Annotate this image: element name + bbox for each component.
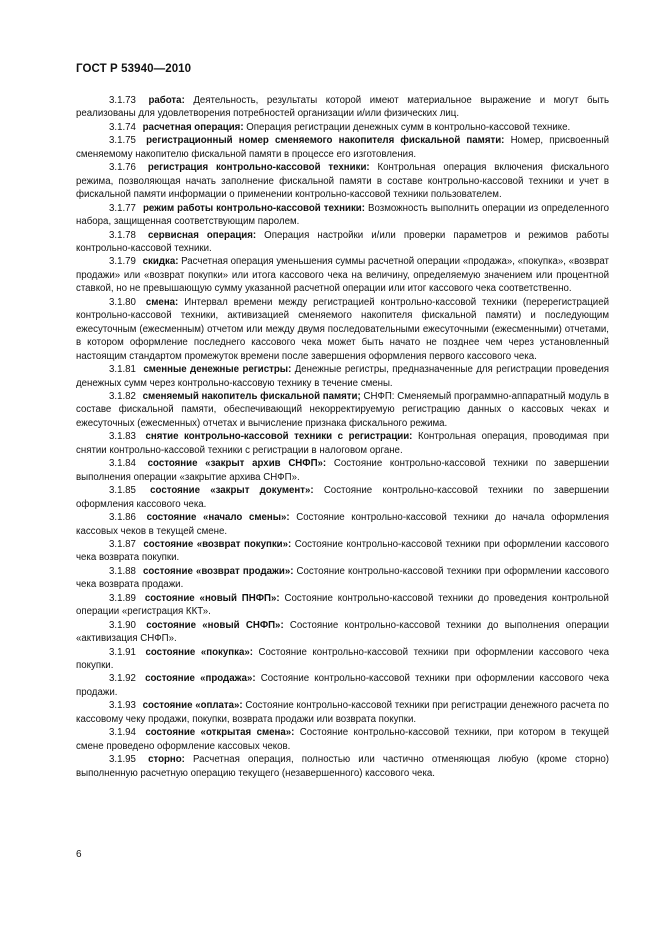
document-header: ГОСТ Р 53940—2010: [76, 63, 192, 75]
entry-term: состояние «новый ПНФП»:: [144, 592, 280, 604]
definition-entry: [76, 202, 609, 229]
entry-term: состояние «закрыт архив СНФП»:: [147, 458, 327, 470]
definition-entry: [76, 565, 609, 592]
definition-entry: [76, 592, 609, 619]
entry-term: скидка:: [142, 256, 179, 268]
definition-entry: [76, 753, 609, 780]
entry-term: сменные денежные регистры:: [143, 364, 292, 376]
entry-term: регистрационный номер сменяемого накопителя фискальной памяти:: [146, 135, 505, 147]
entry-term: состояние «начало смены»:: [146, 512, 290, 524]
entry-number: 3.1.84: [109, 458, 136, 470]
entry-text: Состояние контрольно-кассовой техники при оформлении кассового чека возврата продажи.: [76, 565, 609, 591]
entry-text: Состояние контрольно-кассовой техники при регистрации денежного расчета по кассовому чеку продажи, покупки, возврата продажи или возврата покупки.: [76, 700, 609, 725]
entry-text: Деятельность, результаты которой имеют материальное выражение и могут быть реализованы для удовлетворения потребностей организации и/или физических лиц.: [76, 95, 609, 120]
entry-number: 3.1.73: [109, 95, 136, 106]
entry-text: Состояние контрольно-кассовой техники при оформлении кассового чека покупки.: [76, 646, 610, 672]
entry-number: 3.1.81: [109, 364, 136, 376]
entry-number: 3.1.94: [109, 727, 136, 739]
entry-text: Состояние контрольно-кассовой техники до выполнения операции «активизация СНФП».: [76, 619, 609, 645]
entry-term: сменяемый накопитель фискальной памяти;: [142, 390, 361, 402]
definition-entry: [76, 646, 609, 673]
entry-number: 3.1.86: [109, 512, 136, 524]
entry-number: 3.1.91: [109, 646, 136, 658]
entry-term: состояние «продажа»:: [145, 673, 256, 685]
entry-number: 3.1.89: [109, 592, 136, 604]
definition-entry: [76, 457, 609, 484]
entry-term: регистрация контрольно-кассовой техники:: [147, 162, 370, 174]
entry-text: Расчетная операция, полностью или частично отменяющая любую (кроме сторно) выполненную расчетную операцию текущего (незавершенного) кассового чека.: [76, 754, 609, 779]
definition-entry: [76, 484, 609, 511]
entry-text: Денежные регистры, предназначенные для регистрации проведения денежных сумм через контрольно-кассовую технику в течение смены.: [76, 364, 610, 389]
page-number: 6: [76, 849, 82, 860]
entry-term: сервисная операция:: [147, 229, 257, 241]
entry-text: Состояние контрольно-кассовой техники до начала оформления кассовых чеков в текущей смене.: [76, 512, 609, 537]
definition-entry: [76, 363, 609, 390]
entry-text: Состояние контрольно-кассовой техники по завершении оформления кассового чека.: [76, 485, 609, 510]
entry-number: 3.1.77: [109, 202, 136, 214]
entry-number: 3.1.88: [109, 565, 136, 577]
definition-entry: [76, 699, 609, 726]
definition-entry: [76, 619, 609, 646]
definition-entry: [76, 538, 609, 565]
definitions-list: [76, 94, 609, 780]
entry-number: 3.1.74: [109, 121, 136, 133]
definition-entry: [76, 161, 609, 201]
entry-term: режим работы контрольно-кассовой техники:: [142, 202, 365, 214]
entry-text: Интервал времени между регистрацией контрольно-кассовой техники (перерегистрацией контрольно-кассовой техники, активизацией сменяемого накопителя фискальной памяти) и последующим ежесуточным (ежесменным) отчетом или между двумя последовательными ежесуточными (ежесменными) отчетами, в котором оформление последнего кассового чека может быть начато не позднее чем через установленный настоящим стандартом промежуток времени после завершения оформления первого кассового чека.: [76, 296, 609, 362]
entry-term: состояние «закрыт документ»:: [150, 485, 314, 497]
entry-term: работа:: [148, 95, 185, 106]
entry-number: 3.1.80: [109, 296, 136, 308]
entry-term: расчетная операция:: [142, 121, 244, 133]
entry-term: состояние «возврат покупки»:: [143, 538, 292, 550]
entry-text: Операция регистрации денежных сумм в контрольно-кассовой технике.: [246, 121, 571, 133]
entry-number: 3.1.83: [109, 431, 136, 443]
entry-term: состояние «новый СНФП»:: [146, 619, 284, 631]
entry-number: 3.1.78: [109, 229, 136, 241]
entry-number: 3.1.79: [109, 256, 136, 268]
entry-number: 3.1.92: [109, 673, 136, 685]
definition-entry: [76, 296, 609, 363]
entry-text: Операция настройки и/или проверки параметров и режимов работы контрольно-кассовой техники.: [76, 229, 609, 254]
entry-text: СНФП: Сменяемый программно-аппаратный модуль в составе фискальной памяти, обеспечивающий некорректируемую регистрацию данных о кассовых чеках и ежесуточных (ежесменных) отчетах и вычисление признака фискального режима.: [76, 390, 609, 429]
entry-text: Состояние контрольно-кассовой техники, при котором в текущей смене проведено оформление кассовых чеков.: [76, 727, 609, 752]
definition-entry: [76, 229, 609, 256]
definition-entry: [76, 255, 609, 295]
entry-term: состояние «открытая смена»:: [145, 727, 295, 739]
entry-text: Состояние контрольно-кассовой техники при оформлении кассового чека возврата покупки.: [76, 538, 609, 564]
entry-number: 3.1.82: [109, 390, 136, 402]
definition-entry: [76, 134, 609, 161]
entry-term: состояние «возврат продажи»:: [143, 565, 294, 577]
entry-text: Контрольная операция, проводимая при снятии контрольно-кассовой техники с регистрации в налоговом органе.: [76, 431, 609, 456]
entry-number: 3.1.95: [109, 754, 136, 766]
entry-text: Состояние контрольно-кассовой техники до проведения контрольной операции «регистрация ККТ».: [76, 592, 609, 618]
entry-term: снятие контрольно-кассовой техники с регистрации:: [145, 431, 413, 443]
entry-term: смена:: [145, 296, 179, 308]
definition-entry: [76, 390, 609, 430]
entry-text: Расчетная операция уменьшения суммы расчетной операции «продажа», «покупка», «возврат продажи» или «возврат покупки» или итога кассового чека на величину, определяемую значением или процентной ставкой, но не превышающую сумму указанной расчетной операции или итог кассового чека соответственно.: [76, 256, 609, 295]
entry-number: 3.1.76: [109, 162, 136, 174]
definition-entry: [76, 121, 609, 134]
entry-text: Номер, присвоенный сменяемому накопителю фискальной памяти в процессе его изготовления.: [76, 135, 609, 160]
entry-term: состояние «оплата»:: [142, 700, 243, 712]
entry-term: сторно:: [148, 754, 185, 766]
entry-text: Состояние контрольно-кассовой техники при оформлении кассового чека продажи.: [76, 673, 610, 698]
entry-text: Возможность выполнить операции из определенного набора, защищенная соответствующим паролем.: [76, 202, 609, 228]
entry-number: 3.1.93: [109, 700, 136, 712]
definition-entry: [76, 511, 609, 538]
entry-text: Контрольная операция включения фискального режима, позволяющая начать заполнение фискальной памяти в составе контрольно-кассовой техники и учет в фискальной памяти информации о применении контрольно-кассовой техники пользователем.: [76, 162, 610, 201]
entry-number: 3.1.90: [109, 619, 136, 631]
definition-entry: [76, 726, 609, 753]
definition-entry: [76, 672, 609, 699]
definition-entry: [76, 430, 609, 457]
entry-number: 3.1.75: [109, 135, 136, 147]
definition-entry: [76, 94, 609, 121]
entry-text: Состояние контрольно-кассовой техники по завершении выполнения операции «закрытие архива СНФП».: [76, 458, 610, 483]
entry-number: 3.1.85: [109, 485, 136, 497]
entry-number: 3.1.87: [109, 538, 136, 550]
entry-term: состояние «покупка»:: [145, 646, 253, 658]
